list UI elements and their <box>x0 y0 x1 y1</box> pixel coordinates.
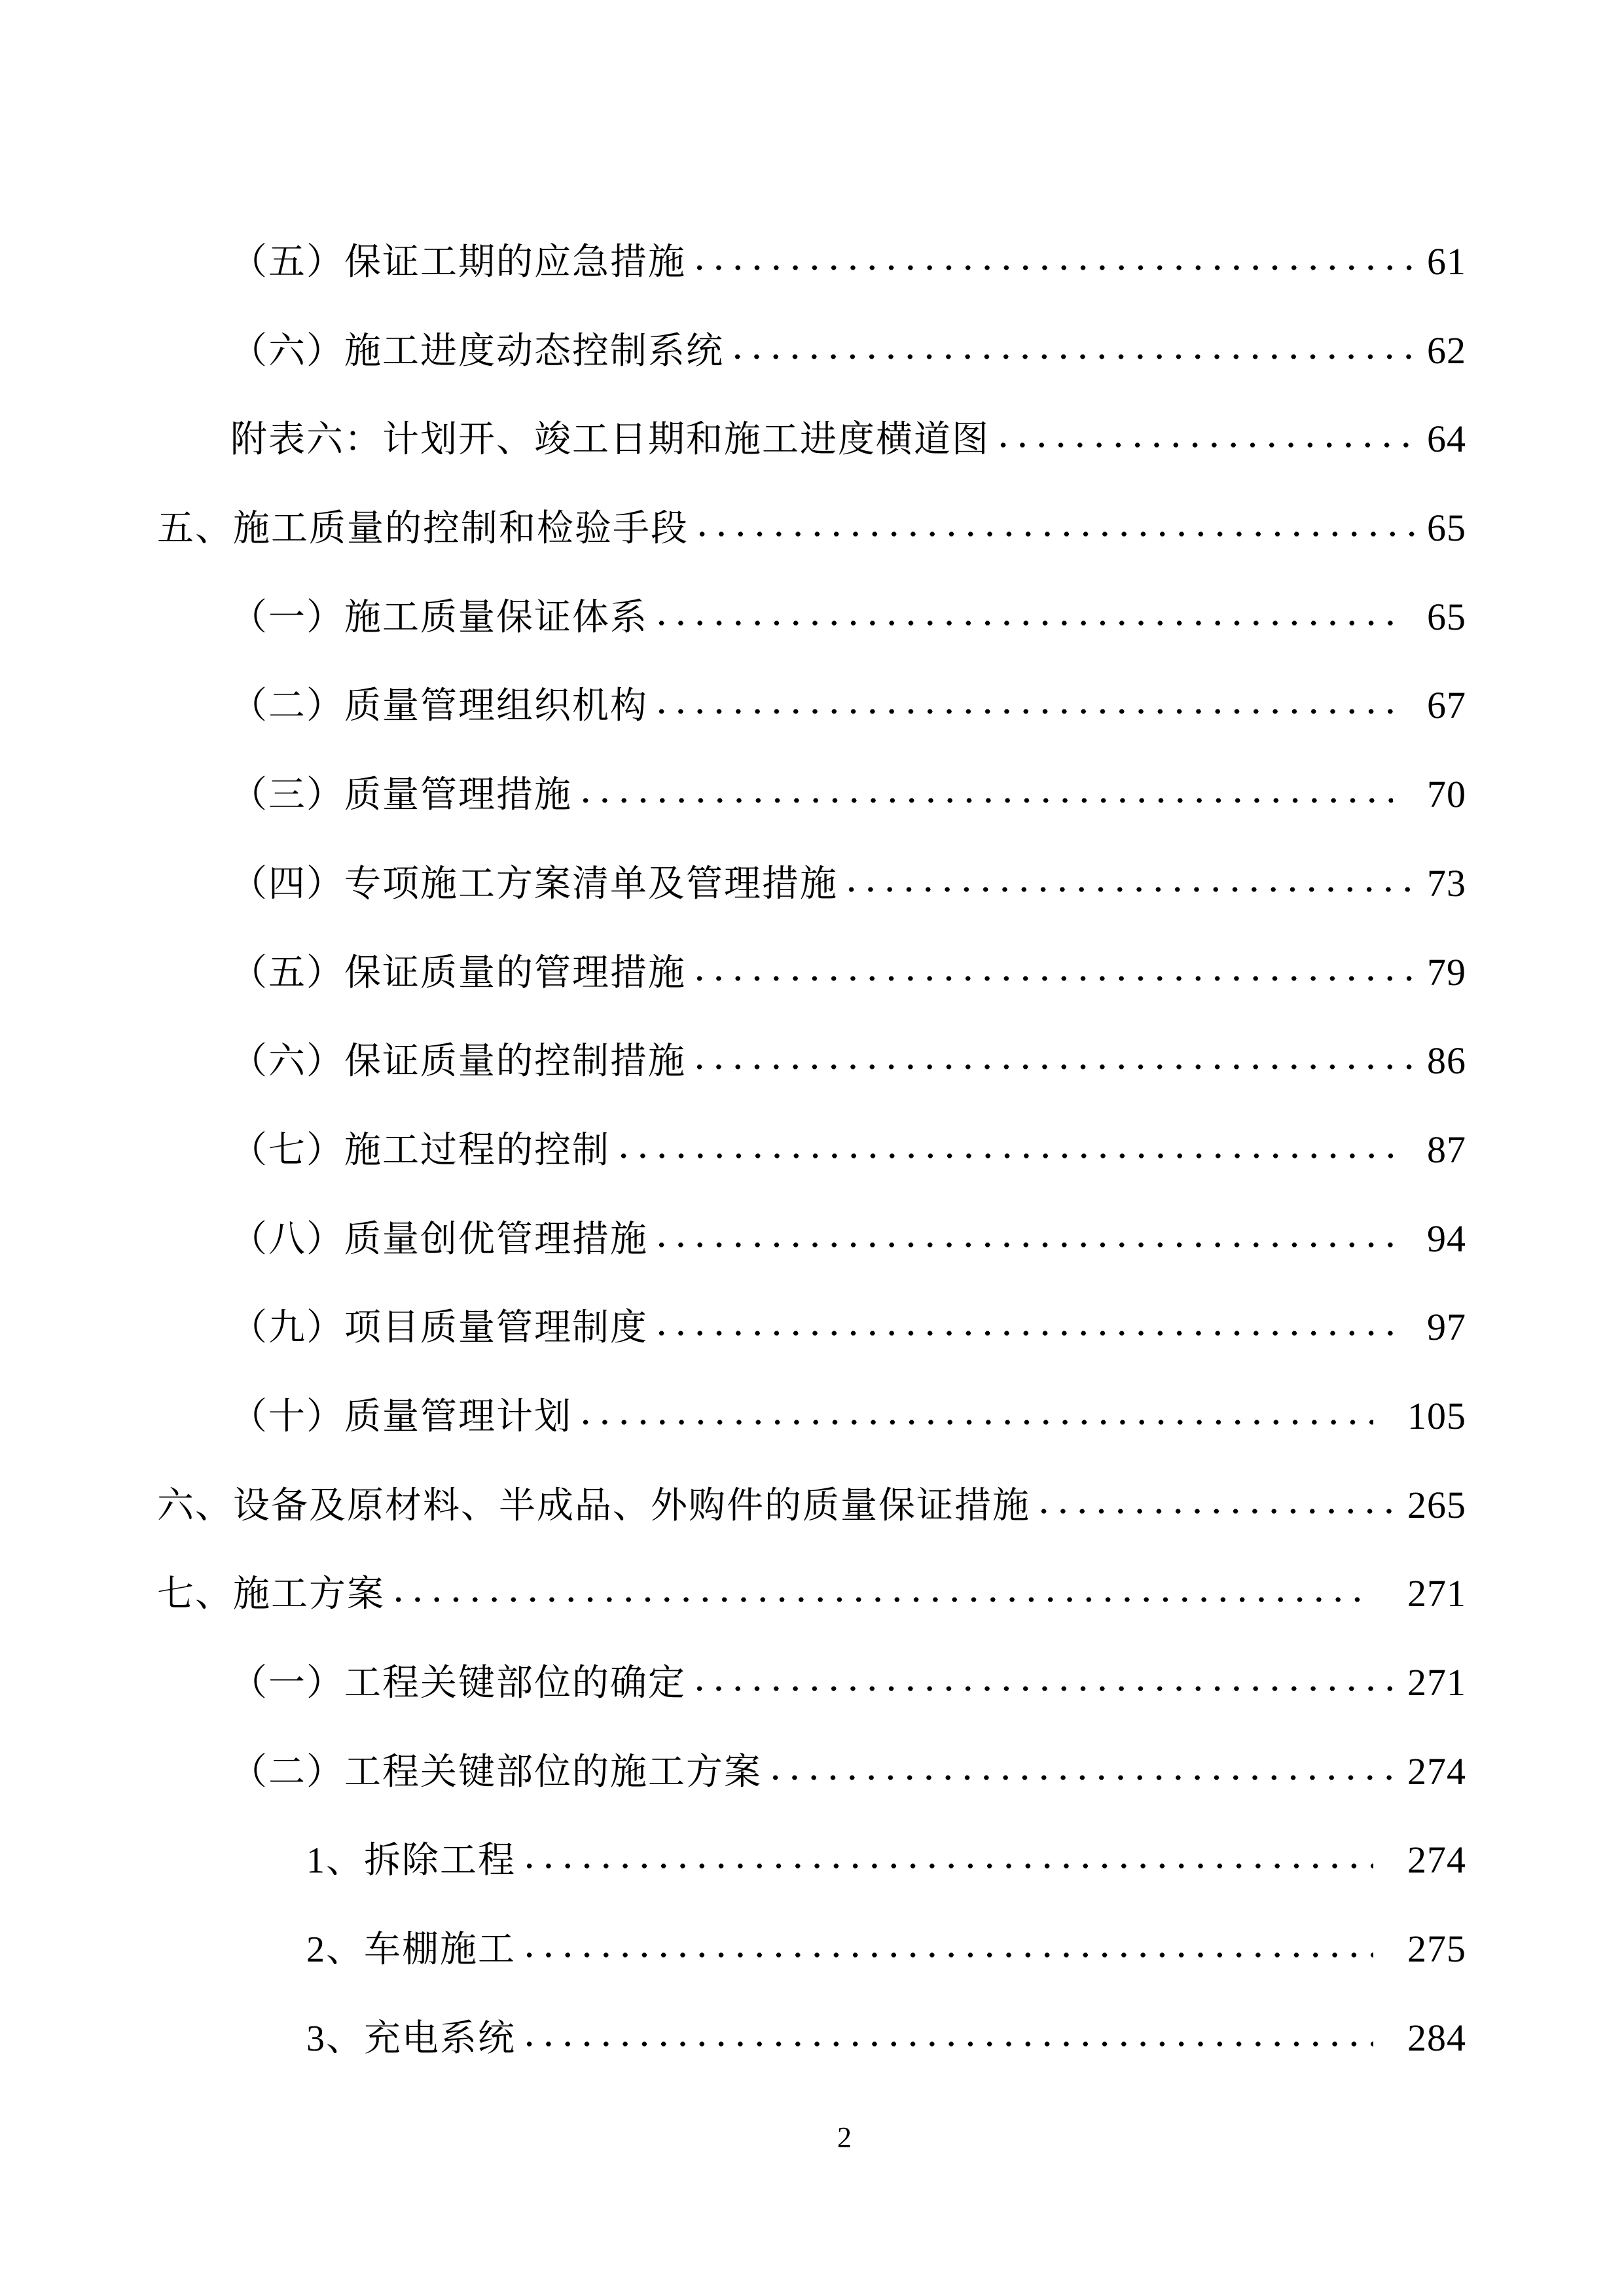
toc-row[interactable] <box>157 750 1466 839</box>
toc-entry-page: 271 <box>1407 1572 1466 1615</box>
toc-row[interactable] <box>157 217 1466 306</box>
toc-row[interactable] <box>157 1727 1466 1816</box>
toc-row[interactable] <box>157 1816 1466 1905</box>
toc-row[interactable] <box>157 1372 1466 1461</box>
dot-leader <box>690 972 1420 985</box>
toc-entry-label: 七、施工方案 <box>157 1574 385 1615</box>
toc-entry-label: 六、设备及原材料、半成品、外购件的质量保证措施 <box>157 1485 1030 1526</box>
toc-entry-page: 86 <box>1427 1039 1466 1083</box>
toc-entry-page: 105 <box>1407 1394 1466 1437</box>
toc-row[interactable] <box>157 306 1466 395</box>
toc-entry-label: （八）质量创优管理措施 <box>230 1219 648 1260</box>
toc-entry-label: （九）项目质量管理制度 <box>230 1308 648 1349</box>
dot-leader <box>1034 1505 1401 1518</box>
toc-entry-page: 271 <box>1407 1661 1466 1704</box>
toc-entry-label: 3、充电系统 <box>306 2018 516 2059</box>
dot-leader <box>652 1327 1393 1340</box>
toc-entry-label: （二）质量管理组织机构 <box>230 686 648 727</box>
toc-row[interactable] <box>157 1638 1466 1727</box>
toc-entry-page: 274 <box>1407 1749 1466 1793</box>
dot-leader <box>690 1060 1420 1073</box>
toc-entry-label: （一）施工质量保证体系 <box>230 597 648 638</box>
toc-entry-label: （五）保证工期的应急措施 <box>230 242 686 283</box>
dot-leader <box>389 1593 1373 1606</box>
toc-row[interactable] <box>157 1549 1466 1638</box>
toc-row[interactable] <box>157 484 1466 573</box>
toc-row[interactable] <box>157 1283 1466 1372</box>
toc-row[interactable] <box>157 1194 1466 1283</box>
dot-leader <box>576 1416 1373 1429</box>
dot-leader <box>576 794 1393 807</box>
dot-leader <box>652 705 1393 718</box>
toc-row[interactable] <box>157 395 1466 484</box>
dot-leader <box>652 617 1393 630</box>
toc-row[interactable] <box>157 573 1466 662</box>
toc-entry-page: 67 <box>1427 684 1466 727</box>
toc-row[interactable] <box>157 1105 1466 1194</box>
toc-entry-label: （二）工程关键部位的施工方案 <box>230 1751 762 1793</box>
dot-leader <box>766 1771 1401 1784</box>
toc-row[interactable] <box>157 1994 1466 2083</box>
toc-row[interactable] <box>157 661 1466 750</box>
dot-leader <box>994 439 1420 452</box>
toc-row[interactable] <box>157 1016 1466 1105</box>
toc-entry-page: 70 <box>1427 773 1466 816</box>
toc-entry-page: 284 <box>1407 2016 1466 2059</box>
toc-row[interactable] <box>157 1905 1466 1994</box>
toc-entry-page: 64 <box>1427 418 1466 461</box>
dot-leader <box>520 2037 1373 2051</box>
page-number-footer: 2 <box>837 2121 852 2153</box>
dot-leader <box>842 883 1420 896</box>
toc-entry-label: （三）质量管理措施 <box>230 775 572 816</box>
toc-entry-page: 274 <box>1407 1839 1466 1882</box>
dot-leader <box>520 1859 1373 1873</box>
dot-leader <box>614 1149 1393 1162</box>
toc-row[interactable] <box>157 1461 1466 1550</box>
toc-entry-page: 65 <box>1427 595 1466 638</box>
toc-entry-page: 62 <box>1427 329 1466 372</box>
toc-entry-label: （六）施工进度动态控制系统 <box>230 331 724 372</box>
toc-entry-page: 275 <box>1407 1928 1466 1971</box>
toc-entry-page: 79 <box>1427 950 1466 994</box>
dot-leader <box>652 1238 1393 1251</box>
toc-entry-label: 五、施工质量的控制和检验手段 <box>157 509 689 550</box>
dot-leader <box>693 528 1420 541</box>
toc-entry-page: 97 <box>1427 1306 1466 1349</box>
toc-entry-label: （六）保证质量的控制措施 <box>230 1041 686 1083</box>
dot-leader <box>690 1682 1401 1695</box>
toc-entry-label: （四）专项施工方案清单及管理措施 <box>230 863 838 905</box>
toc-entry-label: 1、拆除工程 <box>306 1840 516 1882</box>
dot-leader <box>520 1948 1373 1962</box>
toc-entry-page: 73 <box>1427 861 1466 905</box>
dot-leader <box>690 261 1420 274</box>
toc <box>157 217 1466 2082</box>
toc-entry-label: 2、车棚施工 <box>306 1929 516 1971</box>
toc-row[interactable] <box>157 839 1466 928</box>
toc-entry-label: （五）保证质量的管理措施 <box>230 952 686 994</box>
toc-entry-label: （十）质量管理计划 <box>230 1396 572 1437</box>
toc-entry-page: 94 <box>1427 1217 1466 1260</box>
dot-leader <box>728 350 1420 363</box>
toc-entry-page: 87 <box>1427 1128 1466 1171</box>
toc-entry-label: （七）施工过程的控制 <box>230 1130 610 1171</box>
toc-entry-page: 265 <box>1407 1483 1466 1526</box>
toc-row[interactable] <box>157 928 1466 1017</box>
toc-entry-label: 附表六：计划开、竣工日期和施工进度横道图 <box>230 420 990 461</box>
toc-entry-page: 65 <box>1427 507 1466 550</box>
toc-entry-label: （一）工程关键部位的确定 <box>230 1663 686 1704</box>
toc-entry-page: 61 <box>1427 240 1466 283</box>
